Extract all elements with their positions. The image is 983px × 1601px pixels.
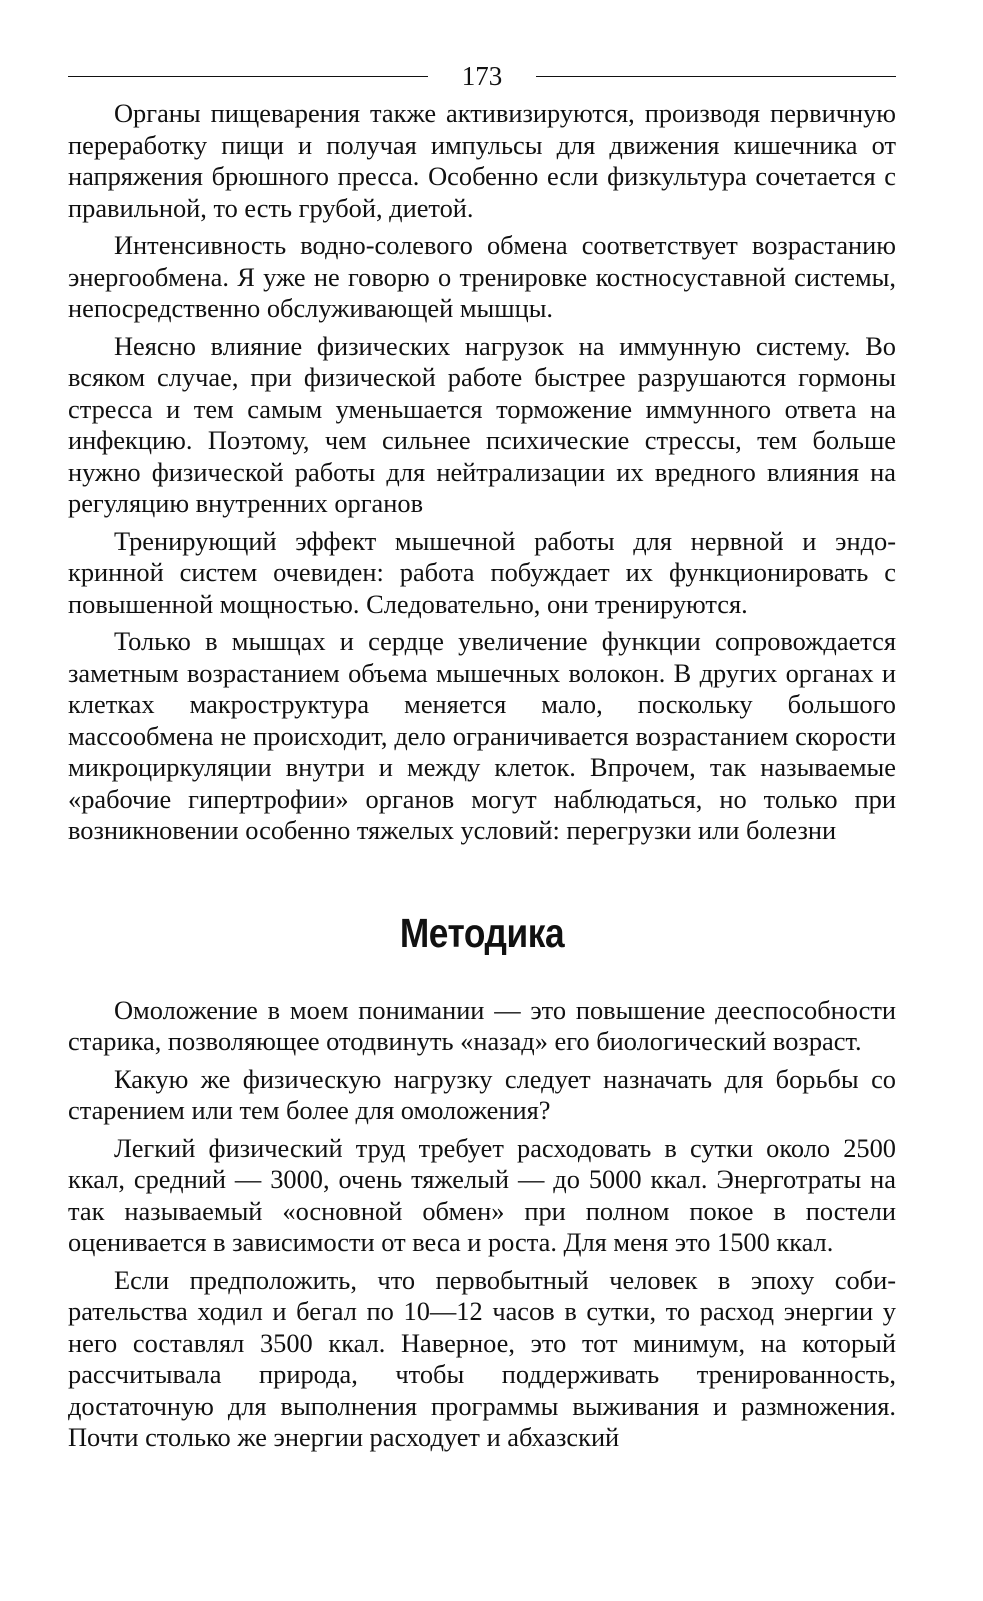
book-page [68,58,896,1460]
page-header [68,58,896,94]
paragraph: Интенсивность водно-солевого обмена соответствует возрастанию энергообмена. Я уже не говорю о тренировке костносуставной системы, непосредственно обслуживающей мышцы. [68,230,896,323]
paragraph: Только в мышцах и сердце увеличение функции сопровождается заметным возрастанием объема мышечных волокон. В других органах и клетках макроструктура меняется мало, поскольку большого массообмена не происходит, дело ограничивается возрастанием скорости микроциркуляции внутри и между клеток. Впрочем, так называемые «рабочие гипертрофии» органов могут наблюдаться, но только при возникновении особенно тяжелых условий: перегрузки или болезни [68,626,896,845]
paragraph: Органы пищеварения также активизируются, производя первичную переработку пищи и получая импульсы для движения кишечника от напряжения брюшного пресса. Особенно если физкультура сочетается с правильной, то есть грубой, диетой. [68,98,896,223]
paragraph: Омоложение в моем понимании — это повышение дееспособности старика, позволяющее отодвинуть «назад» его биологический возраст. [68,994,896,1056]
paragraph: Какую же физическую нагрузку следует назначать для борьбы со старением или тем более для омоложения? [68,1063,896,1125]
header-rule-right [536,76,896,77]
header-rule-left [68,76,428,77]
section-heading: Методика [399,909,565,956]
paragraph: Тренирующий эффект мышечной работы для нервной и эндокринной систем очевиден: работа побуждает их функционировать с повышенной мощностью. Следовательно, они тренируются. [68,525,896,619]
section-body-1 [68,98,896,847]
section-body-2 [68,995,896,1454]
paragraph: Легкий физический труд требует расходовать в сутки около 2500 ккал, средний — 3000, очень тяжелый — до 5000 ккал. Энерготраты на так называемый «основной обмен» при полном покое в постели оценивается в зависимости от веса и роста. Для меня это 1500 ккал. [68,1132,896,1257]
paragraph: Если предположить, что первобытный человек в эпоху собирательства ходил и бегал по 10—12 часов в сутки, то расход энергии у него составлял 3500 ккал. Наверное, это тот минимум, на который рассчитывала природа, чтобы поддерживать тренированность, достаточную для выполнения программы выживания и размножения. Почти столько же энергии расходует и абхазский [68,1264,896,1452]
paragraph: Неясно влияние физических нагрузок на иммунную систему. Во всяком случае, при физической работе быстрее разрушаются гормоны стресса и тем самым уменьшается торможение иммунного ответа на инфекцию. Поэтому, чем сильнее психические стрессы, тем больше нужно физической работы для нейтрализации их вредного влияния на регуляцию внутренних органов [68,330,896,518]
page-number: 173 [461,61,503,91]
